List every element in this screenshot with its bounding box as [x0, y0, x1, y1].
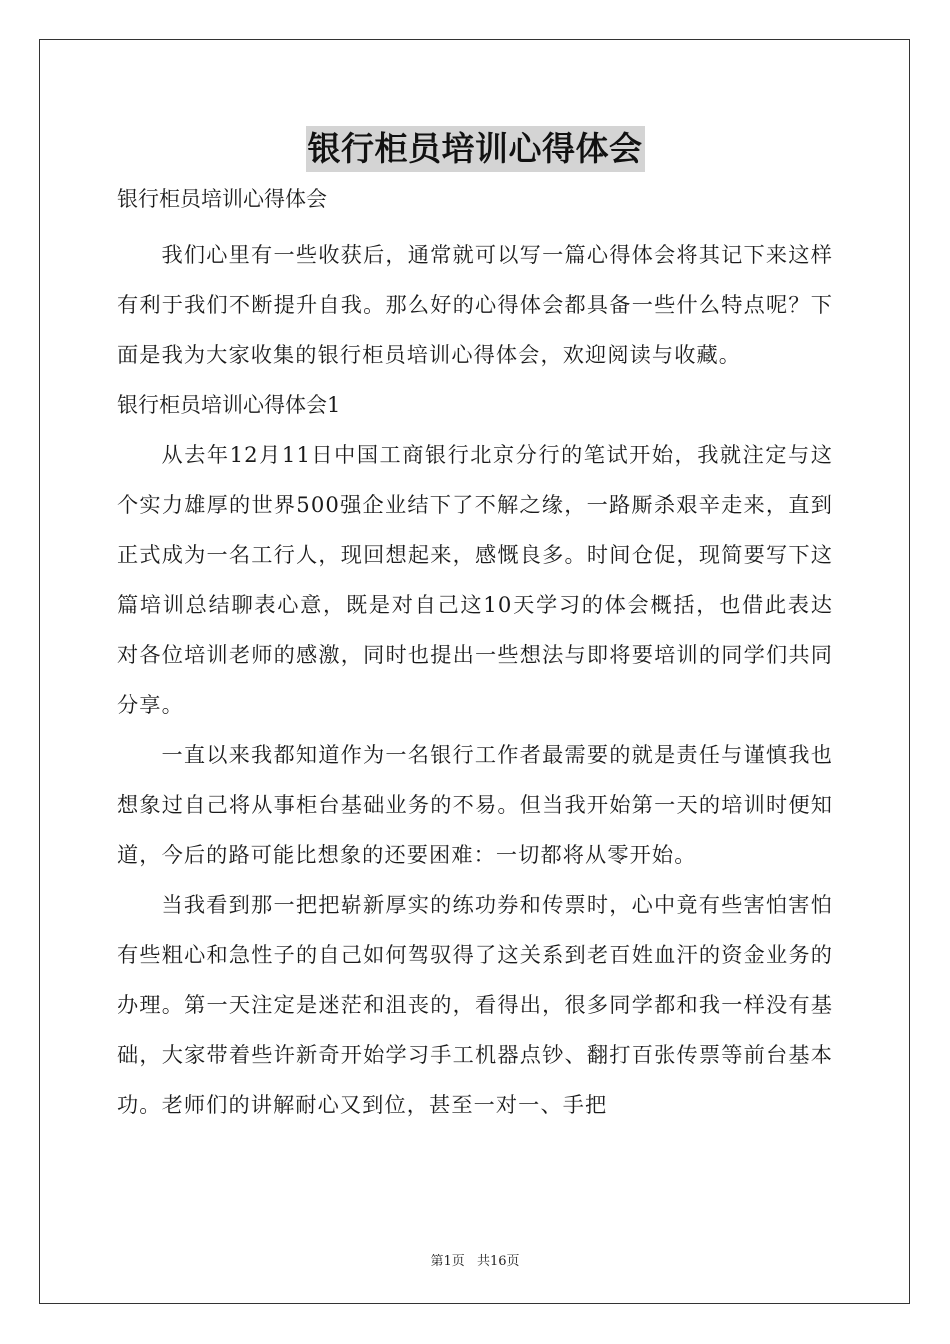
page-number: 第1页 [430, 1254, 465, 1269]
page-total: 共16页 [476, 1254, 520, 1269]
document-subtitle: 银行柜员培训心得体会 [117, 187, 327, 211]
section-heading: 银行柜员培训心得体会1 [117, 393, 341, 417]
title-container [0, 126, 950, 172]
intro-paragraph: 我们心里有一些收获后，通常就可以写一篇心得体会将其记下来这样有利于我们不断提升自我。那么好的心得体会都具备一些什么特点呢？下面是我为大家收集的银行柜员培训心得体会，欢迎阅读与收藏。 [117, 242, 833, 367]
body-paragraph-1: 从去年12月11日中国工商银行北京分行的笔试开始，我就注定与这个实力雄厚的世界500强企业结下了不解之缘，一路厮杀艰辛走来，直到正式成为一名工行人，现回想起来，感慨良多。时间仓促，现简要写下这篇培训总结聊表心意，既是对自己这10天学习的体会概括，也借此表达对各位培训老师的感激，同时也提出一些想法与即将要培训的同学们共同分享。 [117, 442, 833, 717]
document-title: 银行柜员培训心得体会 [306, 126, 645, 172]
document-body [117, 180, 833, 1130]
body-paragraph-2: 一直以来我都知道作为一名银行工作者最需要的就是责任与谨慎我也想象过自己将从事柜台基础业务的不易。但当我开始第一天的培训时便知道，今后的路可能比想象的还要困难：一切都将从零开始。 [117, 742, 833, 867]
page-footer [0, 1250, 950, 1269]
body-paragraph-3: 当我看到那一把把崭新厚实的练功券和传票时，心中竟有些害怕害怕有些粗心和急性子的自己如何驾驭得了这关系到老百姓血汗的资金业务的办理。第一天注定是迷茫和沮丧的，看得出，很多同学都和我一样没有基础，大家带着些许新奇开始学习手工机器点钞、翻打百张传票等前台基本功。老师们的讲解耐心又到位，甚至一对一、手把 [117, 892, 833, 1117]
